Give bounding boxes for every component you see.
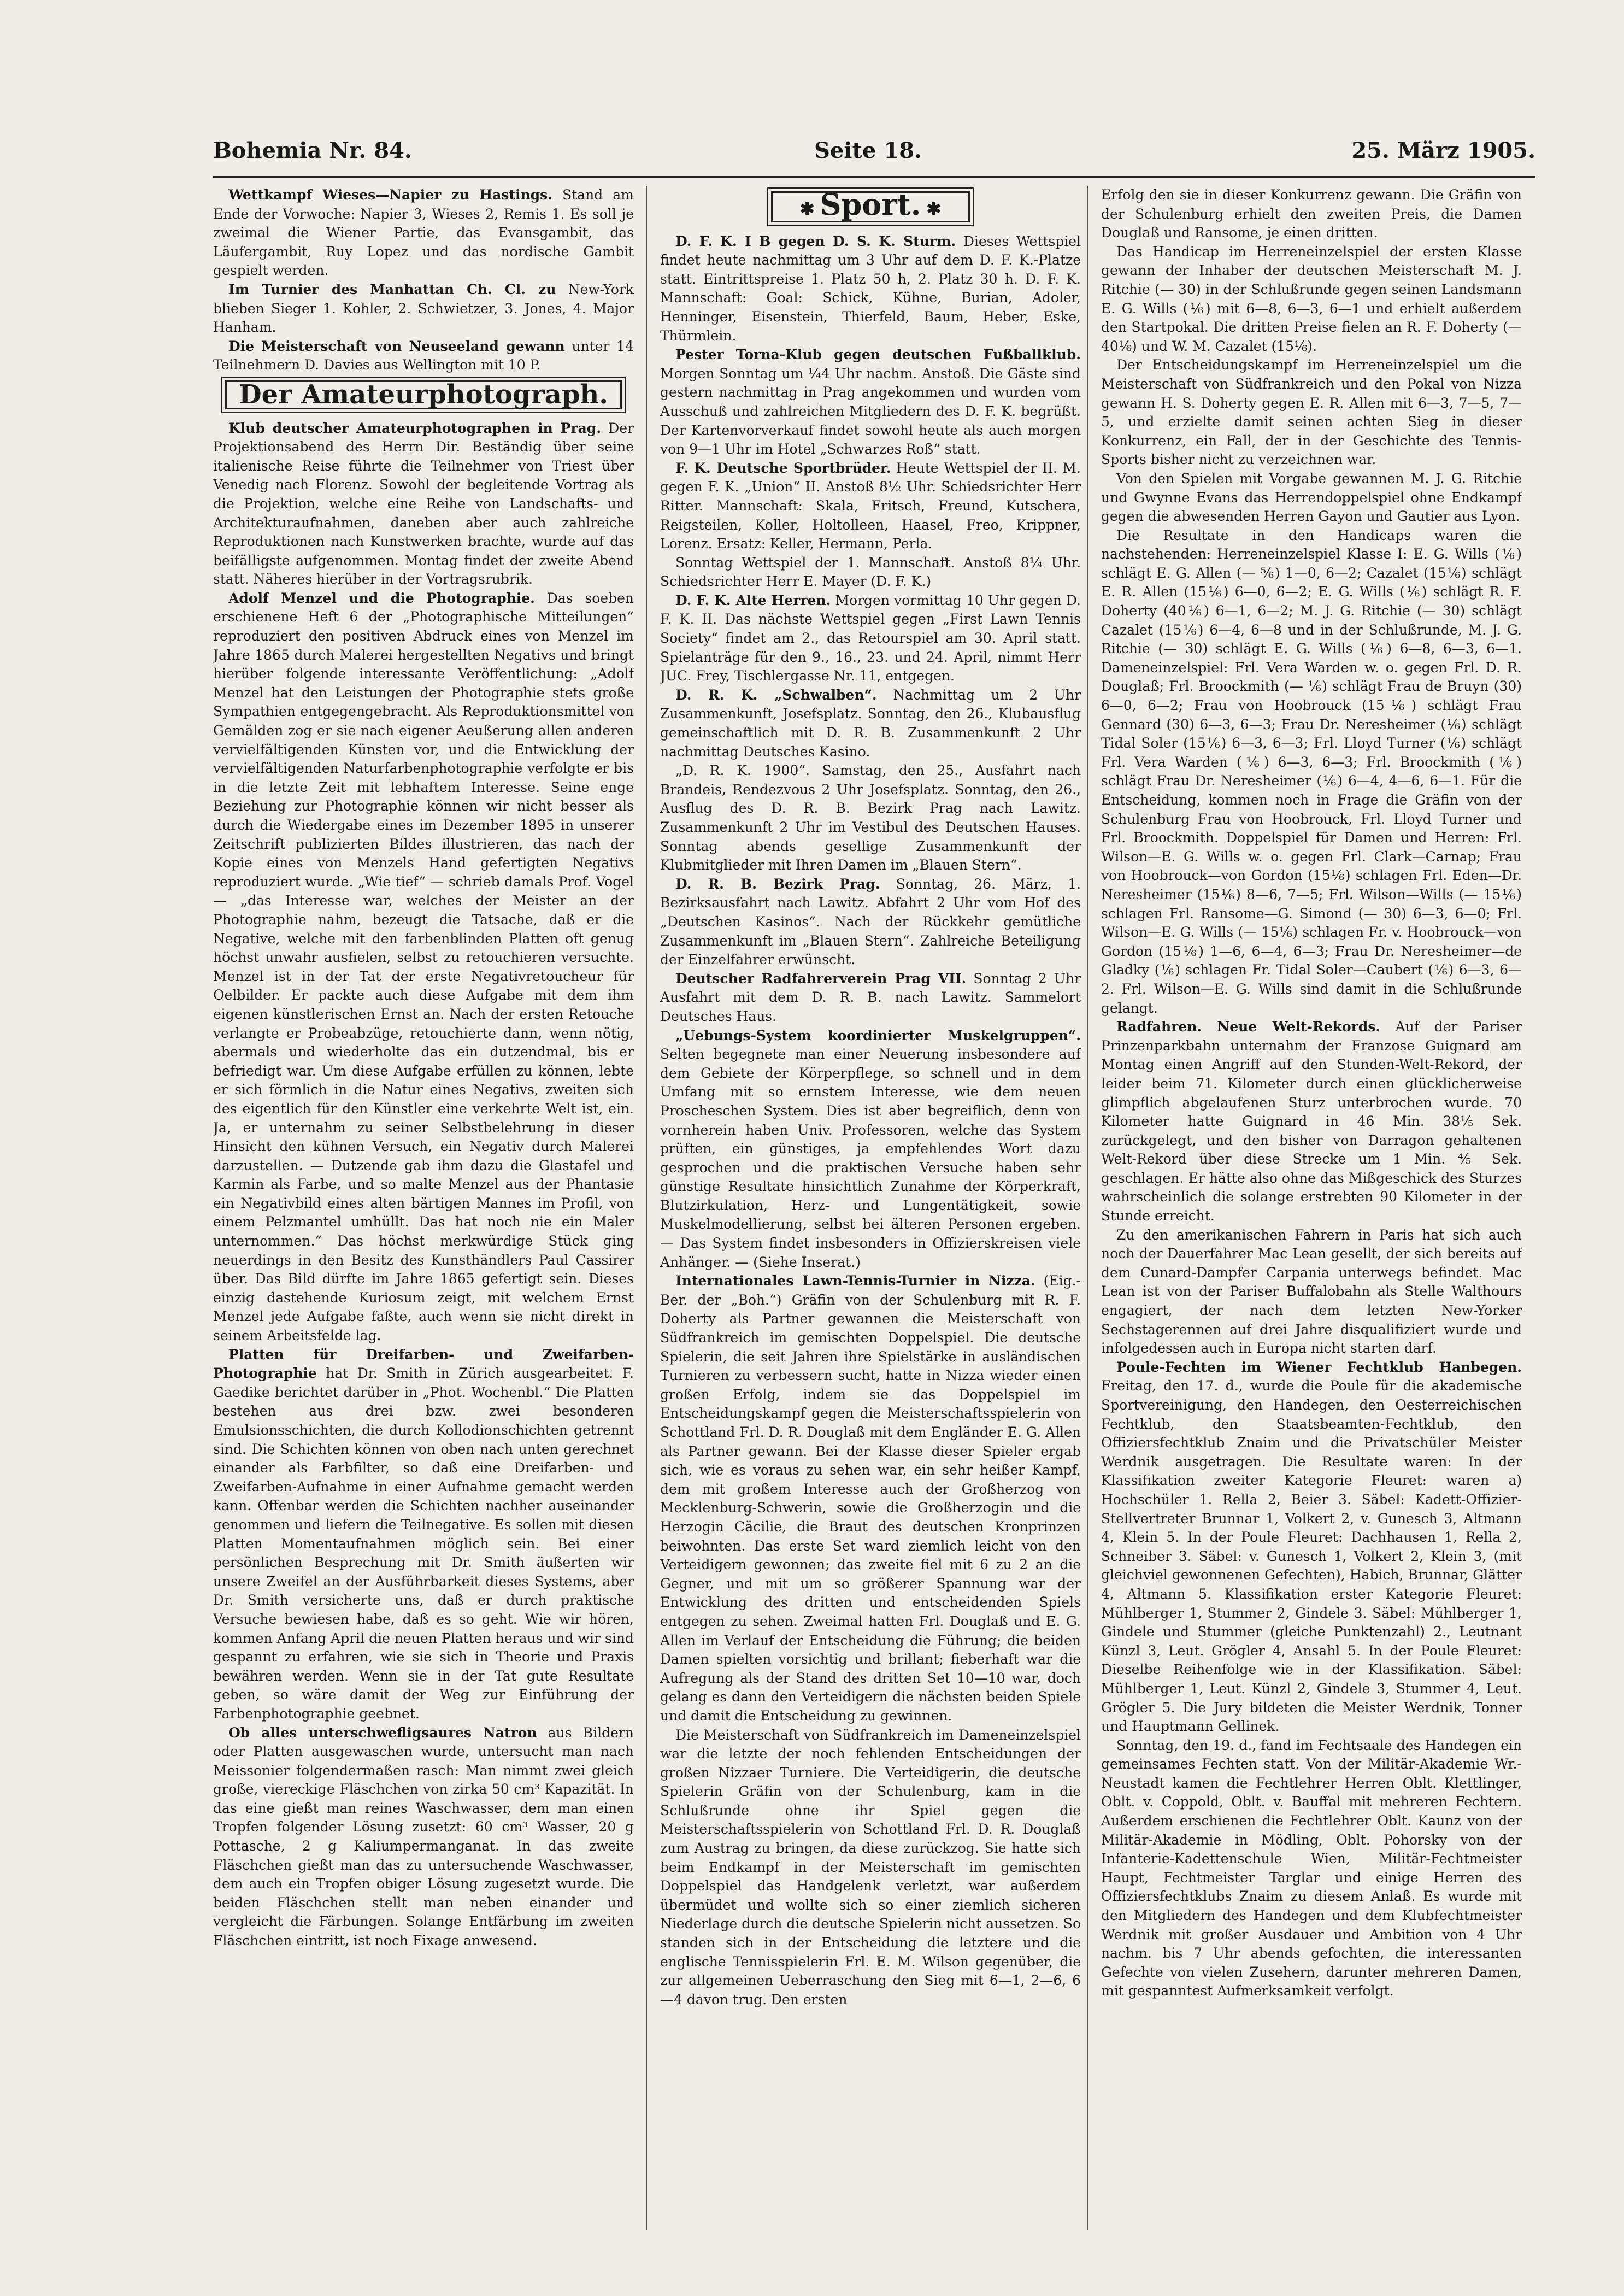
article-paragraph bbox=[213, 1724, 634, 1951]
article-paragraph bbox=[660, 232, 1081, 346]
section-title-frame bbox=[771, 187, 970, 222]
article-paragraph bbox=[660, 1272, 1081, 1725]
article-text: aus Bildern oder Platten ausgewaschen wurde, untersucht man nach Meissonier folgendermaßen rasch: Man nimmt zwei gleich große, viereckige Fläschchen von zirka 50 cm³ Kapazität. In das eine gießt man reines Waschwasser, dem man einen Tropfen folgender Lösung zusetzt: 60 cm³ Wasser, 20 g Pottasche, 2 g Kaliumpermanganat. In das zweite Fläschchen gießt man das zu untersuchende Waschwasser, dem auch ein Tropfen obiger Lösung zugesetzt wurde. Die beiden Fläschchen stellt man neben einander und vergleicht die Färbungen. Solange Entfärbung im zweiten Fläschchen eintritt, ist noch Fixage anwesend. bbox=[213, 1724, 634, 1949]
section-title-amateur bbox=[213, 380, 634, 409]
article-heading: „Uebungs-System koordinierter Muskelgruppen“. bbox=[675, 1027, 1081, 1043]
article-paragraph bbox=[1101, 356, 1522, 469]
article-heading: Radfahren. Neue Welt-Rekords. bbox=[1116, 1019, 1381, 1035]
article-paragraph bbox=[1101, 1736, 1522, 2001]
section-title-text: Der Amateurphotograph. bbox=[225, 380, 622, 409]
header-rule bbox=[213, 176, 1535, 178]
article-text: unter 14 Teilnehmern D. Davies aus Wellington mit 10 P. bbox=[213, 338, 634, 373]
article-heading: Klub deutscher Amateurphotographen in Prag. bbox=[228, 420, 602, 436]
article-paragraph bbox=[213, 186, 634, 280]
article-paragraph bbox=[660, 761, 1081, 875]
header-date: 25. März 1905. bbox=[1351, 138, 1535, 163]
article-paragraph bbox=[1101, 1226, 1522, 1358]
article-heading: Ob alles unterschwefligsaures Natron bbox=[228, 1724, 537, 1741]
article-text: Die Resultate in den Handicaps waren die nachstehenden: Herreneinzelspiel Klasse I: E. G. Wills (⅙) schlägt E. G. Allen (— ⅚) 1—0, 6—2; Cazalet (15⅙) schlägt E. R. Allen (15⅙) 6—0, 6—2; E. G. Wills (⅙) schlägt R. F. Doherty (40⅙) 6—1, 6—2; M. J. G. Ritchie (— 30) schlägt Cazalet (15⅙) 6—4, 6—8 und in der Schlußrunde, M. J. G. Ritchie (— 30) schlägt E. G. Wills (⅙) 6—8, 6—3, 6—1. Dameneinzelspiel: Frl. Vera Warden w. o. gegen Frl. D. R. Douglaß; Frl. Broockmith (— ⅙) schlägt Frau de Bruyn (30) 6—0, 6—2; Frau von Hoobrouck (15⅙) schlägt Frau Gennard (30) 6—3, 6—3; Frau Dr. Neresheimer (⅙) schlägt Tidal Soler (15⅙) 6—3, 6—3; Frl. Lloyd Turner (⅙) schlägt Frl. Vera Warden (⅙) 6—3, 6—3; Frl. Broockmith (⅙) schlägt Frau Dr. Neresheimer (⅙) 6—4, 4—6, 6—1. Für die Entscheidung, kommen noch in Frage die Gräfin von der Schulenburg Frau von Hoobrouck, Frl. Lloyd Turner und Frl. Broockmith. Doppelspiel für Damen und Herren: Frl. Wilson—E. G. Wills w. o. gegen Frl. Clark—Carnap; Frau von Hoobrouck—von Gordon (15⅙) schlagen Frl. Eden—Dr. Neresheimer (15⅙) 8—6, 7—5; Frl. Wilson—Wills (— 15⅙) schlagen Frl. Ransome—G. Simond (— 30) 6—3, 6—0; Frl. Wilson—E. G. Wills (— 15⅙) schlagen Fr. v. Hoobrouck—von Gordon (15⅙) 1—6, 6—4, 6—3; Frau Dr. Neresheimer—de Gladky (⅙) schlagen Fr. Tidal Soler—Caubert (⅙) 6—3, 6—2. Frl. Wilson—E. G. Wills sind damit in die Schlußrunde gelangt. bbox=[1101, 527, 1522, 1016]
column-2 bbox=[660, 186, 1081, 2235]
article-heading: Platten für Dreifarben- und Zweifarben-Photographie bbox=[213, 1346, 634, 1382]
article-heading: Poule-Fechten im Wiener Fechtklub Hanbegen. bbox=[1116, 1359, 1522, 1375]
article-text: hat Dr. Smith in Zürich ausgearbeitet. F. Gaedike berichtet darüber in „Phot. Wochenbl.“ Die Platten bestehen aus drei bzw. zwei besonderen Emulsionsschichten, die durch Kollodionschichten getrennt sind. Die Schichten können von oben nach unten gerechnet einander als Farbfilter, so daß eine Dreifarben- und Zweifarben-Aufnahme in einer Aufnahme gemacht werden kann. Offenbar werden die Schichten nachher auseinander genommen und liefern die Teilnegative. Es sollen mit diesen Platten Momentaufnahmen möglich sein. Bei einer persönlichen Besprechung mit Dr. Smith äußerten wir unsere Zweifel an der Ausführbarkeit dieses Systems, aber Dr. Smith versicherte uns, daß er durch praktische Versuche bewiesen habe, daß es so geht. Wie wir hören, kommen Anfang April die neuen Platten heraus und wir sind gespannt zu erfahren, wie sie sich in Theorie und Praxis bewähren werden. Wenn sie in der Tat gute Resultate geben, so wäre damit der Weg zur Einführung der Farbenphotographie geebnet. bbox=[213, 1365, 634, 1722]
article-heading: Wettkampf Wieses—Napier zu Hastings. bbox=[228, 187, 552, 203]
article-paragraph bbox=[660, 591, 1081, 686]
article-text: Von den Spielen mit Vorgabe gewannen M. J. G. Ritchie und Gwynne Evans das Herrendoppelspiel ohne Endkampf gegen die abwesenden Herren Gayon und Gautier aus Lyon. bbox=[1101, 470, 1522, 525]
article-heading: F. K. Deutsche Sportbrüder. bbox=[675, 460, 891, 476]
article-text: (Eig.-Ber. der „Boh.“) Gräfin von der Schulenburg mit R. F. Doherty als Partner gewannen die Meisterschaft von Südfrankreich im gemischten Doppelspiel. Die deutsche Spielerin, die seit Jahren ihre Spielstärke in ausländischen Turnieren zu verbessern sucht, hatte in Nizza wieder einen großen Erfolg, indem sie das Doppelspiel im Entscheidungskampf gegen die Meisterschaftsspielerin von Schottland Frl. D. R. Douglaß mit dem Engländer E. G. Allen als Partner gewann. Bei der Klasse dieser Spieler ergab sich, wie es voraus zu sehen war, ein sehr heißer Kampf, dem mit großem Interesse auch der Großherzog von Mecklenburg-Schwerin, sowie die Großherzogin und die Herzogin Cäcilie, die Braut des deutschen Kronprinzen beiwohnten. Das erste Set ward ziemlich leicht von den Verteidigern gewonnen; das zweite fiel mit 6 zu 2 an die Gegner, und mit um so größerer Spannung war der Entwicklung des dritten und entscheidenden Spiels entgegen zu sehen. Zweimal hatten Frl. Douglaß und E. G. Allen im Verlauf der Entscheidung die Führung; die beiden Damen spielten vorsichtig und brillant; fieberhaft war die Aufregung als der Stand des dritten Set 10—10 war, doch gelang es dann den Verteidigern die nächsten beiden Spiele und damit die Entscheidung zu gewinnen. bbox=[660, 1273, 1081, 1724]
article-heading: D. R. K. „Schwalben“. bbox=[675, 686, 877, 703]
article-text: Zu den amerikanischen Fahrern in Paris hat sich auch noch der Dauerfahrer Mac Lean gesellt, der sich bereits auf dem Cunard-Dampfer Carpania unterwegs befindet. Mac Lean ist von der Pariser Buffalobahn als Stelle Walthours engagiert, der nach dem letzten New-Yorker Sechstagerennen auf drei Jahre disqualifiziert wurde und infolgedessen auch in Europa nicht starten darf. bbox=[1101, 1226, 1522, 1357]
article-paragraph bbox=[660, 1726, 1081, 2010]
article-paragraph bbox=[660, 1026, 1081, 1272]
article-paragraph bbox=[1101, 469, 1522, 526]
article-text: Auf der Pariser Prinzenparkbahn unternahm der Franzose Guignard am Montag einen Angriff auf den Stunden-Welt-Rekord, der leider beim 71. Kilometer durch einen glücklicherweise glimpflich abgelaufenen Sturz unterbrochen wurde. 70 Kilometer hatte Guignard in 46 Min. 38⅕ Sek. zurückgelegt, und den bisher von Darragon gehaltenen Welt-Rekord über diese Strecke um 1 Min. ⅘ Sek. geschlagen. Er hätte also ohne das Mißgeschick des Sturzes wahrscheinlich die solange erstrebten 90 Kilometer in der Stunde erreicht. bbox=[1101, 1019, 1522, 1224]
article-paragraph bbox=[213, 589, 634, 1346]
article-paragraph bbox=[213, 1346, 634, 1724]
article-text: Der Entscheidungskampf im Herreneinzelspiel um die Meisterschaft von Südfrankreich und den Pokal von Nizza gewann H. S. Doherty gegen E. R. Allen mit 6—3, 7—5, 7—5, und erzielte damit seinen achten Sieg in dieser Konkurrenz, ein Fall, der in der Geschichte des Tennis-Sports bisher nicht zu verzeichnen war. bbox=[1101, 357, 1522, 468]
article-paragraph bbox=[213, 337, 634, 375]
article-text: Dieses Wettspiel findet heute nachmittag um 3 Uhr auf dem D. F. K.-Platze statt. Eintrittspreise 1. Platz 50 h, 2. Platz 30 h. D. F. K. Mannschaft: Goal: Schick, Kühne, Burian, Adoler, Henninger, Eisenstein, Thierfeld, Baum, Heber, Eske, Thürmlein. bbox=[660, 233, 1081, 344]
article-paragraph bbox=[1101, 1018, 1522, 1226]
article-text: Heute Wettspiel der II. M. gegen F. K. „Union“ II. Anstoß 8½ Uhr. Schiedsrichter Herr Ritter. Mannschaft: Skala, Fritsch, Freund, Kutschera, Reigsteilen, Koller, Holtolleen, Haasel, Freo, Krippner, Lorenz. Ersatz: Keller, Hermann, Perla. bbox=[660, 460, 1081, 552]
article-heading: D. F. K. Alte Herren. bbox=[675, 592, 831, 608]
article-text: Erfolg den sie in dieser Konkurrenz gewann. Die Gräfin von der Schulenburg erhielt den zweiten Preis, die Damen Douglaß und Ransome, je einen dritten. bbox=[1101, 187, 1522, 241]
article-paragraph bbox=[213, 419, 634, 589]
article-paragraph bbox=[1101, 186, 1522, 243]
article-paragraph bbox=[660, 345, 1081, 459]
article-text: Nachmittag um 2 Uhr Zusammenkunft, Josefsplatz. Sonntag, den 26., Klubausflug gemeinschaftlich mit D. R. B. Zusammenkunft 2 Uhr nachmittag Deutsches Kasino. bbox=[660, 686, 1081, 760]
header-page-number: Seite 18. bbox=[814, 138, 922, 163]
article-heading: D. F. K. I B gegen D. S. K. Sturm. bbox=[675, 233, 956, 249]
star-ornament-icon: ✱ bbox=[926, 198, 942, 219]
article-text: Das soeben erschienene Heft 6 der „Photographische Mitteilungen“ reproduziert den positiven Abdruck eines von Menzel im Jahre 1865 durch Malerei hergestellten Negativs und bringt hierüber folgende interessante Veröffentlichung: „Adolf Menzel hat den Leistungen der Photographie stets große Sympathien entgegengebracht. Als Reproduktionsmittel von Gemälden zog er sie nach eigener Aeußerung allen anderen vervielfältigenden Künsten vor, und die Entwicklung der vervielfältigenden Naturfarbenphotographie verfolgte er bis in die letzte Zeit mit lebhaftem Interesse. Seine enge Beziehung zur Photographie können wir nicht besser als durch die Wiedergabe eines im Dezember 1895 in unserer Zeitschrift publizierten Bildes illustrieren, das nach der Kopie eines von Menzels Hand gefertigten Negativs reproduziert wurde. „Wie tief“ — schrieb damals Prof. Vogel — „das Interesse war, welches der Meister an der Photographie nahm, bezeugt die Tatsache, daß er die Negative, welche mit den farbenblinden Platten oft genug höchst unwahr ausfielen, selbst zu retouchieren versuchte. Menzel ist in der Tat der erste Negativretoucheur für Oelbilder. Er packte auch diese Aufgabe mit dem ihm eigenen künstlerischen Ernst an. Nach der ersten Retouche verlangte er Probeabzüge, retouchierte dann, wenn nötig, abermals und wiederholte das ein dutzendmal, bis er befriedigt war. Um diese Aufgabe erfüllen zu können, lebte er sich förmlich in die Natur eines Negativs, zweiten sich des eigentlich für den Künstler eine verkehrte Welt ist, ein. Ja, er unternahm zu seiner Selbstbelehrung in dieser Hinsicht den kühnen Versuch, ein Negativ durch Malerei darzustellen. — Dutzende gab ihm dazu die Glastafel und Karmin als Farbe, und so malte Menzel aus der Phantasie ein Negativbild eines alten bärtigen Mannes im Profil, von einem Pelzmantel umhüllt. Das hat noch nie ein Maler unternommen.“ Das höchst merkwürdige Stück ging neuerdings in den Besitz des Kunsthändlers Paul Cassirer über. Das Bild dürfte im Jahre 1865 gefertigt sein. Dieses einzig dastehende Kuriosum zeigt, mit welchem Ernst Menzel jede Aufgabe faßte, auch wenn sie nicht direkt in seinem Arbeitsfelde lag. bbox=[213, 590, 634, 1344]
article-heading: Pester Torna-Klub gegen deutschen Fußballklub. bbox=[675, 347, 1081, 363]
article-heading: Im Turnier des Manhattan Ch. Cl. zu bbox=[228, 281, 556, 297]
article-text: Der Projektionsabend des Herrn Dir. Beständig über seine italienische Reise führte die Teilnehmer von Triest über Venedig nach Florenz. Sowohl der begleitende Vortrag als die Projektion, welche eine Reihe von Landschafts- und Architekturaufnahmen, daneben aber auch zahlreiche Reproduktionen nach Kunstwerken brachte, wurde auf das beifälligste aufgenommen. Montag findet der zweite Abend statt. Näheres hierüber in der Vortragsrubrik. bbox=[213, 420, 634, 588]
article-text: Morgen Sonntag um ¼4 Uhr nachm. Anstoß. Die Gäste sind gestern nachmittag in Prag angekommen und wurden vom Ausschuß und zahlreichen Mitgliedern des D. F. K. begrüßt. Der Kartenvorverkauf findet sowohl heute als auch morgen von 9—1 Uhr im Hotel „Schwarzes Roß“ statt. bbox=[660, 365, 1081, 457]
article-heading: Adolf Menzel und die Photographie. bbox=[228, 590, 535, 606]
column-divider bbox=[1087, 186, 1088, 2230]
article-text: Sonntag 2 Uhr Ausfahrt mit dem D. R. B. nach Lawitz. Sammelort Deutsches Haus. bbox=[660, 970, 1081, 1024]
article-text: Freitag, den 17. d., wurde die Poule für die akademische Sportvereinigung, den Handegen, den Oesterreichischen Fechtklub, den Staatsbeamten-Fechtklub, den Offiziersfechtklub Znaim und die Privatschüler Meister Werdnik ausgetragen. Die Resultate waren: In der Klassifikation zweiter Kategorie Fleuret: waren a) Hochschüler 1. Rella 2, Beier 3. Säbel: Kadett-Offizier-Stellvertreter Brunnar 1, Volkert 2, v. Gunesch 3, Altmann 4, Klein 5. In der Poule Fleuret: Dachhausen 1, Rella 2, Schneiber 3. Säbel: v. Gunesch 1, Volkert 2, Klein 3, (mit gleichviel gewonnenen Gefechten), Habich, Brunnar, Glätter 4, Altmann 5. Klassifikation erster Kategorie Fleuret: Mühlberger 1, Stummer 2, Gindele 3. Säbel: Mühlberger 1, Gindele und Stummer (gleiche Punktenzahl) 2., Leutnant Künzl 3, Leut. Grögler 4, Ansahl 5. In der Poule Fleuret: Dieselbe Reihenfolge wie in der Klassifikation. Säbel: Mühlberger 1, Leut. Künzl 2, Gindele 3, Stummer 4, Leut. Grögler 5. Die Jury bildeten die Meister Werdnik, Tonner und Hauptmann Gellinek. bbox=[1101, 1378, 1522, 1735]
section-title-sport bbox=[660, 187, 1081, 222]
article-paragraph bbox=[1101, 1358, 1522, 1736]
article-paragraph bbox=[660, 459, 1081, 554]
column-1 bbox=[213, 186, 634, 2235]
section-title-text: Sport. bbox=[820, 187, 921, 222]
article-text: „D. R. K. 1900“. Samstag, den 25., Ausfahrt nach Brandeis, Rendezvous 2 Uhr Josefsplatz. Sonntag, den 26., Ausflug des D. R. B. Bezirk Prag nach Lawitz. Zusammenkunft 2 Uhr im Vestibul des Deutschen Hauses. Sonntag abends gesellige Zusammenkunft der Klubmitglieder mit Ihren Damen im „Blauen Stern“. bbox=[660, 762, 1081, 873]
header-issue: Bohemia Nr. 84. bbox=[213, 138, 412, 163]
article-paragraph bbox=[1101, 243, 1522, 356]
article-text: New-York blieben Sieger 1. Kohler, 2. Schwietzer, 3. Jones, 4. Major Hanham. bbox=[213, 281, 634, 336]
article-paragraph bbox=[1101, 526, 1522, 1018]
article-text: Morgen vormittag 10 Uhr gegen D. F. K. II. Das nächste Wettspiel gegen „First Lawn Tennis Society“ findet am 2., das Retourspiel am 30. April statt. Spielanträge für den 9., 16., 23. und 24. April, nimmt Herr JUC. Frey, Tischlergasse Nr. 11, entgegen. bbox=[660, 592, 1081, 684]
article-paragraph bbox=[213, 280, 634, 337]
article-paragraph bbox=[660, 686, 1081, 761]
article-text: Das Handicap im Herreneinzelspiel der ersten Klasse gewann der Inhaber der deutschen Meisterschaft M. J. Ritchie (— 30) in der Schlußrunde gegen seinen Landsmann E. G. Wills (⅙) mit 6—8, 6—3, 6—1 und erhielt außerdem den Startpokal. Die dritten Preise fielen an R. F. Doherty (— 40⅙) und W. M. Cazalet (15⅙). bbox=[1101, 243, 1522, 354]
article-text: Sonntag, den 19. d., fand im Fechtsaale des Handegen ein gemeinsames Fechten statt. Von der Militär-Akademie Wr.-Neustadt kamen die Fechtlehrer Herren Oblt. Klettlinger, Oblt. v. Coppold, Oblt. v. Bauffal mit mehreren Fechtern. Außerdem erschienen die Fechtlehrer Oblt. Kaunz von der Militär-Akademie in Mödling, Oblt. Pohorsky von der Infanterie-Kadettenschule Wien, Militär-Fechtmeister Haupt, Fechtmeister Targlar und einige Herren des Offiziersfechtklubs Znaim zu diesem Anlaß. Es wurde mit den Mitgliedern des Handegen und dem Klubfechtmeister Werdnik mit großer Ausdauer und Ambition von 4 Uhr nachm. bis 7 Uhr abends gefochten, die interessanten Gefechte von vielen Zusehern, darunter mehreren Damen, mit gespanntest Aufmerksamkeit verfolgt. bbox=[1101, 1737, 1522, 1999]
column-divider bbox=[646, 186, 647, 2230]
article-text: Selten begegnete man einer Neuerung insbesondere auf dem Gebiete der Körperpflege, so schnell und in dem Umfang mit so ernstem Interesse, wie dem neuen Proscheschen System. Dies ist aber begreiflich, denn von vornherein haben Univ. Professoren, welche das System prüften, ein günstiges, ja empfehlendes Wort dazu gesprochen und die praktischen Versuche haben sehr günstige Resultate hinsichtlich Zunahme der Körperkraft, Blutzirkulation, Herz- und Lungentätigkeit, sowie Muskelmodellierung, selbst bei älteren Personen ergeben. — Das System findet insbesonders in Offizierskreisen viele Anhänger. — (Siehe Inserat.) bbox=[660, 1046, 1081, 1270]
article-paragraph bbox=[660, 875, 1081, 970]
article-heading: Deutscher Radfahrerverein Prag VII. bbox=[675, 970, 967, 986]
star-ornament-icon: ✱ bbox=[799, 198, 815, 219]
article-text: Sonntag Wettspiel der 1. Mannschaft. Anstoß 8¼ Uhr. Schiedsrichter Herr E. Mayer (D. F. K.) bbox=[660, 554, 1081, 590]
page-header bbox=[213, 138, 1535, 171]
article-text: Sonntag, 26. März, 1. Bezirksausfahrt nach Lawitz. Abfahrt 2 Uhr vom Hof des „Deutschen Kasinos“. Nach der Rückkehr gemütliche Zusammenkunft im „Blauen Stern“. Zahlreiche Beteiligung der Einzelfahrer erwünscht. bbox=[660, 876, 1081, 968]
article-heading: Internationales Lawn-Tennis-Turnier in Nizza. bbox=[675, 1273, 1035, 1289]
article-paragraph bbox=[660, 970, 1081, 1026]
article-text: Die Meisterschaft von Südfrankreich im Dameneinzelspiel war die letzte der noch fehlenden Entscheidungen der großen Nizzaer Turniere. Die Verteidigerin, die deutsche Spielerin Gräfin von der Schulenburg, kam in die Schlußrunde ohne ihr Spiel gegen die Meisterschaftsspielerin von Schottland Frl. D. R. Douglaß zum Austrag zu bringen, da diese zurückzog. Sie hatte sich beim Endkampf in der Meisterschaft im gemischten Doppelspiel das Handgelenk verletzt, war außerdem übermüdet und wollte sich so einer ziemlich sicheren Niederlage durch die deutsche Spielerin nicht aussetzen. So standen sich in der Entscheidung die letztere und die englische Tennisspielerin Frl. E. M. Wilson gegenüber, die zur allgemeinen Ueberraschung den Sieg mit 6—1, 2—6, 6—4 davon trug. Den ersten bbox=[660, 1727, 1081, 2007]
article-text: Stand am Ende der Vorwoche: Napier 3, Wieses 2, Remis 1. Es soll je zweimal die Wiener Partie, das Evansgambit, das Läufergambit, Ruy Lopez und das nordische Gambit gespielt werden. bbox=[213, 187, 634, 279]
article-paragraph bbox=[660, 554, 1081, 591]
article-heading: Die Meisterschaft von Neuseeland gewann bbox=[228, 338, 565, 354]
column-3 bbox=[1101, 186, 1522, 2235]
article-heading: D. R. B. Bezirk Prag. bbox=[675, 876, 880, 892]
